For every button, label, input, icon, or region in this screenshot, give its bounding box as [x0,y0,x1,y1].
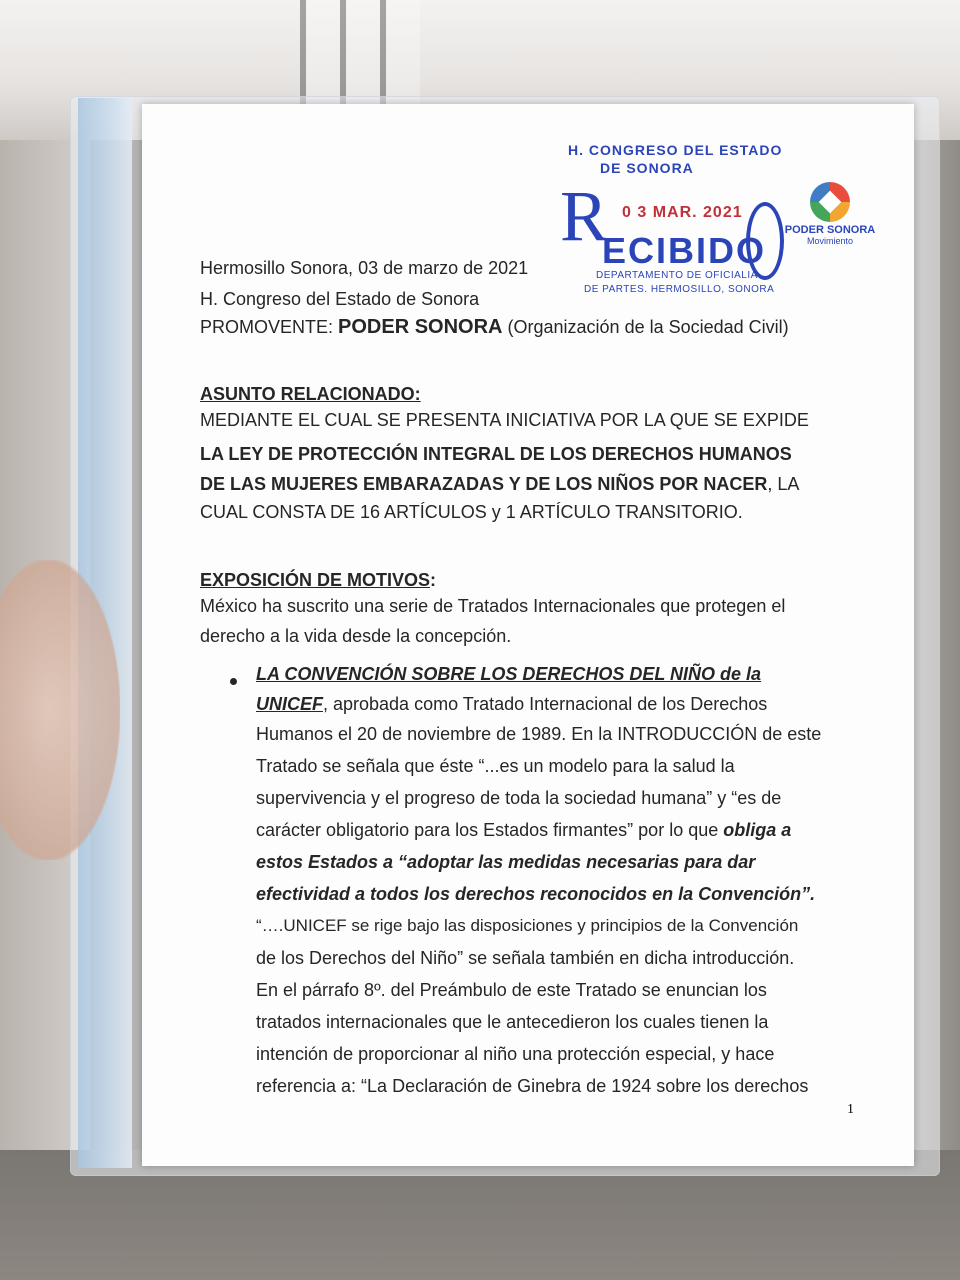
received-stamp [560,142,790,302]
document-page [142,104,914,1166]
logo-mark-icon [810,182,850,222]
asunto-line4: CUAL CONSTA DE 16 ARTÍCULOS y 1 ARTÍCULO TRANSITORIO. [200,502,743,522]
exposicion-heading-text: EXPOSICIÓN DE MOTIVOS [200,570,431,590]
stamp-dept-line1: DEPARTAMENTO DE OFICIALIA [596,270,758,281]
poder-sonora-logo [770,182,890,246]
logo-subtitle: Movimiento [806,236,853,246]
bullet-line5: supervivencia y el progreso de toda la sociedad humana” y “es de [256,788,782,808]
place-date: Hermosillo Sonora, 03 de marzo de 2021 [200,258,529,278]
bullet-line10: de los Derechos del Niño” se señala también en dicha introducción. [256,948,795,968]
bullet-unicef: UNICEF [256,694,323,714]
asunto-line2: LA LEY DE PROTECCIÓN INTEGRAL DE LOS DERECHOS HUMANOS [200,444,792,464]
stamp-date: 0 3 MAR. 2021 [622,204,743,221]
promovente-desc: (Organización de la Sociedad Civil) [507,317,789,337]
asunto-line3 [200,474,799,495]
asunto-line1: MEDIANTE EL CUAL SE PRESENTA INICIATIVA POR LA QUE SE EXPIDE [200,410,809,430]
promovente-name: PODER SONORA [338,316,503,338]
stamp-org-line2: DE SONORA [600,160,694,176]
bullet-dot-icon [230,678,237,685]
background-stripes [300,0,420,110]
exposicion-heading [200,570,436,591]
bullet-line6-plain: carácter obligatorio para los Estados firmantes” por lo que [256,820,724,840]
bullet-line2-rest: , aprobada como Tratado Internacional de los Derechos [323,694,768,714]
stamp-org-line1: H. CONGRESO DEL ESTADO [568,142,783,158]
bullet-line6 [256,820,791,841]
bullet-line7: estos Estados a “adoptar las medidas necesarias para dar [256,852,756,872]
bullet-line4: Tratado se señala que éste “...es un modelo para la salud la [256,756,735,776]
bullet-line14: referencia a: “La Declaración de Ginebra de 1924 sobre los derechos [256,1076,809,1096]
stamp-r-letter: R [560,176,609,256]
bullet-line1: LA CONVENCIÓN SOBRE LOS DERECHOS DEL NIÑO de la [256,664,762,684]
bullet-line12: tratados internacionales que le antecedieron los cuales tienen la [256,1012,769,1032]
page-number: 1 [847,1102,854,1117]
bullet-line13: intención de proporcionar al niño una protección especial, y hace [256,1044,775,1064]
hand-thumb [0,560,120,860]
asunto-heading: ASUNTO RELACIONADO: [200,384,421,404]
bullet-line2 [256,694,767,715]
exposicion-p1-line2: derecho a la vida desde la concepción. [200,626,512,646]
bullet-line11: En el párrafo 8º. del Preámbulo de este Tratado se enuncian los [256,980,767,1000]
bullet-line3: Humanos el 20 de noviembre de 1989. En la INTRODUCCIÓN de este [256,724,822,744]
exposicion-heading-colon: : [430,570,437,590]
exposicion-p1-line1: México ha suscrito una serie de Tratados Internacionales que protegen el [200,596,786,616]
bullet-line6-bold: obliga a [723,820,792,840]
asunto-line3-rest: , LA [767,474,800,494]
stamp-word: ECIBIDO [602,230,767,271]
bullet-line8: efectividad a todos los derechos reconocidos en la Convención”. [256,884,816,904]
page-content [200,104,876,1166]
promovente-label: PROMOVENTE: [200,317,334,337]
bullet-line9: “….UNICEF se rige bajo las disposiciones y principios de la Convención [256,916,799,935]
asunto-line3-bold: DE LAS MUJERES EMBARAZADAS Y DE LOS NIÑOS POR NACER [200,474,768,494]
addressee: H. Congreso del Estado de Sonora [200,289,480,309]
promovente-line [200,316,789,339]
logo-name: PODER SONORA [784,224,876,236]
stamp-dept-line2: DE PARTES. HERMOSILLO, SONORA [584,284,775,295]
